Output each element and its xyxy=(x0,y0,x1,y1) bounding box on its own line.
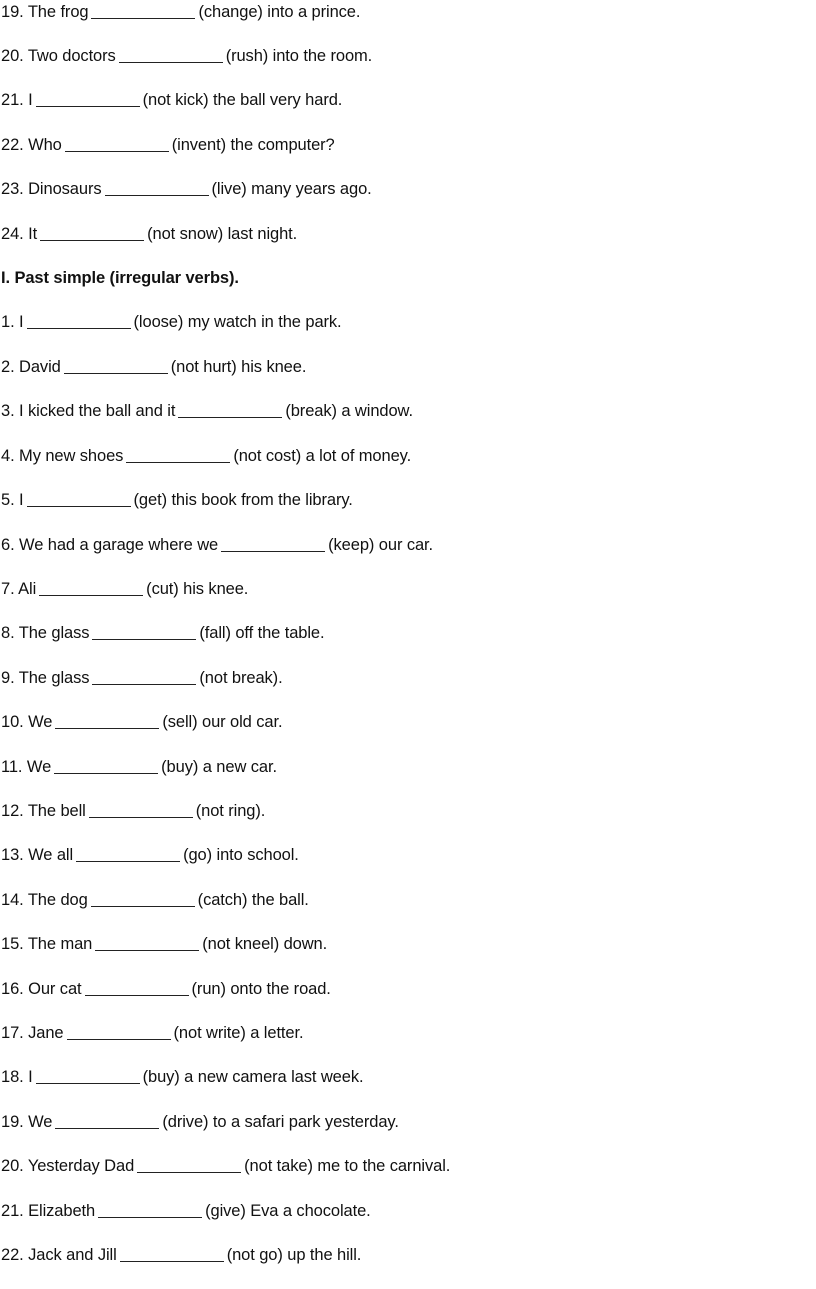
exercise-item xyxy=(1,533,433,557)
sentence-end: (not kneel) down. xyxy=(202,935,328,953)
sentence-start: 10. We xyxy=(1,713,53,731)
sentence-end: (invent) the computer? xyxy=(171,136,335,154)
answer-blank[interactable] xyxy=(65,135,169,152)
sentence-end: (rush) into the room. xyxy=(225,47,373,65)
exercise-item xyxy=(1,932,327,956)
exercise-item xyxy=(1,799,265,823)
sentence-start: 21. I xyxy=(1,91,33,109)
answer-blank[interactable] xyxy=(221,535,325,552)
exercise-item xyxy=(1,1199,371,1223)
sentence-end: (break) a window. xyxy=(285,402,413,420)
exercise-item xyxy=(1,710,282,734)
exercise-item xyxy=(1,0,360,24)
sentence-start: 7. Ali xyxy=(1,580,37,598)
answer-blank[interactable] xyxy=(95,934,199,951)
answer-blank[interactable] xyxy=(64,357,168,374)
sentence-end: (keep) our car. xyxy=(328,536,434,554)
sentence-start: 5. I xyxy=(1,491,24,509)
sentence-start: 20. Two doctors xyxy=(1,47,116,65)
sentence-end: (buy) a new car. xyxy=(161,758,277,776)
sentence-end: (sell) our old car. xyxy=(162,713,283,731)
sentence-end: (not snow) last night. xyxy=(147,225,298,243)
answer-blank[interactable] xyxy=(126,446,230,463)
sentence-end: (not break). xyxy=(199,669,283,687)
sentence-start: 11. We xyxy=(1,758,52,776)
sentence-start: 15. The man xyxy=(1,935,93,953)
sentence-start: 16. Our cat xyxy=(1,980,82,998)
sentence-end: (get) this book from the library. xyxy=(133,491,353,509)
answer-blank[interactable] xyxy=(85,979,189,996)
answer-blank[interactable] xyxy=(92,668,196,685)
sentence-start: 1. I xyxy=(1,313,24,331)
sentence-start: 20. Yesterday Dad xyxy=(1,1157,135,1175)
sentence-start: 14. The dog xyxy=(1,891,88,909)
sentence-end: (loose) my watch in the park. xyxy=(133,313,342,331)
answer-blank[interactable] xyxy=(91,2,195,19)
exercise-item xyxy=(1,1243,361,1267)
sentence-start: 2. David xyxy=(1,358,61,376)
answer-blank[interactable] xyxy=(54,757,158,774)
sentence-end: (fall) off the table. xyxy=(199,624,325,642)
sentence-end: (buy) a new camera last week. xyxy=(142,1068,364,1086)
sentence-start: 9. The glass xyxy=(1,669,90,687)
sentence-start: 17. Jane xyxy=(1,1024,64,1042)
answer-blank[interactable] xyxy=(137,1156,241,1173)
sentence-end: (not kick) the ball very hard. xyxy=(142,91,343,109)
answer-blank[interactable] xyxy=(76,845,180,862)
exercise-item xyxy=(1,444,411,468)
answer-blank[interactable] xyxy=(89,801,193,818)
answer-blank[interactable] xyxy=(36,90,140,107)
sentence-end: (not cost) a lot of money. xyxy=(233,447,412,465)
sentence-end: (not ring). xyxy=(195,802,266,820)
exercise-item xyxy=(1,133,335,157)
answer-blank[interactable] xyxy=(91,890,195,907)
sentence-end: (change) into a prince. xyxy=(198,3,361,21)
sentence-start: 12. The bell xyxy=(1,802,86,820)
exercise-item xyxy=(1,488,353,512)
answer-blank[interactable] xyxy=(119,46,223,63)
answer-blank[interactable] xyxy=(55,1112,159,1129)
sentence-end: (run) onto the road. xyxy=(191,980,331,998)
sentence-end: (catch) the ball. xyxy=(197,891,309,909)
answer-blank[interactable] xyxy=(92,623,196,640)
sentence-start: 22. Jack and Jill xyxy=(1,1246,117,1264)
answer-blank[interactable] xyxy=(39,579,143,596)
exercise-item xyxy=(1,1154,450,1178)
exercise-item xyxy=(1,843,299,867)
sentence-start: 22. Who xyxy=(1,136,62,154)
answer-blank[interactable] xyxy=(120,1245,224,1262)
sentence-start: 18. I xyxy=(1,1068,33,1086)
exercise-item xyxy=(1,888,309,912)
exercise-item xyxy=(1,1110,399,1134)
sentence-end: (live) many years ago. xyxy=(211,180,372,198)
sentence-end: (go) into school. xyxy=(183,846,299,864)
exercise-item xyxy=(1,1065,363,1089)
exercise-item xyxy=(1,755,277,779)
answer-blank[interactable] xyxy=(27,490,131,507)
answer-blank[interactable] xyxy=(40,224,144,241)
exercise-item xyxy=(1,44,372,68)
sentence-start: 19. The frog xyxy=(1,3,89,21)
exercise-item xyxy=(1,1021,303,1045)
exercise-item xyxy=(1,88,342,112)
sentence-start: 8. The glass xyxy=(1,624,90,642)
exercise-item xyxy=(1,621,324,645)
answer-blank[interactable] xyxy=(67,1023,171,1040)
exercise-item xyxy=(1,222,297,246)
exercise-item xyxy=(1,177,372,201)
sentence-start: 6. We had a garage where we xyxy=(1,536,219,554)
sentence-end: (not go) up the hill. xyxy=(226,1246,362,1264)
sentence-start: 24. It xyxy=(1,225,38,243)
sentence-end: (drive) to a safari park yesterday. xyxy=(162,1113,399,1131)
exercise-item xyxy=(1,577,248,601)
sentence-start: 21. Elizabeth xyxy=(1,1202,96,1220)
exercise-item xyxy=(1,310,342,334)
sentence-start: 4. My new shoes xyxy=(1,447,124,465)
answer-blank[interactable] xyxy=(105,179,209,196)
sentence-end: (not write) a letter. xyxy=(173,1024,304,1042)
answer-blank[interactable] xyxy=(36,1067,140,1084)
sentence-start: 19. We xyxy=(1,1113,53,1131)
section-heading: I. Past simple (irregular verbs). xyxy=(1,269,239,287)
sentence-end: (not take) me to the carnival. xyxy=(244,1157,451,1175)
sentence-start: 23. Dinosaurs xyxy=(1,180,102,198)
answer-blank[interactable] xyxy=(178,401,282,418)
sentence-start: 3. I kicked the ball and it xyxy=(1,402,176,420)
sentence-end: (not hurt) his knee. xyxy=(170,358,307,376)
answer-blank[interactable] xyxy=(27,312,131,329)
answer-blank[interactable] xyxy=(98,1201,202,1218)
exercise-item xyxy=(1,666,283,690)
sentence-end: (cut) his knee. xyxy=(146,580,249,598)
exercise-item xyxy=(1,355,306,379)
exercise-item xyxy=(1,977,331,1001)
sentence-end: (give) Eva a chocolate. xyxy=(205,1202,371,1220)
exercise-item xyxy=(1,399,413,423)
answer-blank[interactable] xyxy=(55,712,159,729)
sentence-start: 13. We all xyxy=(1,846,74,864)
